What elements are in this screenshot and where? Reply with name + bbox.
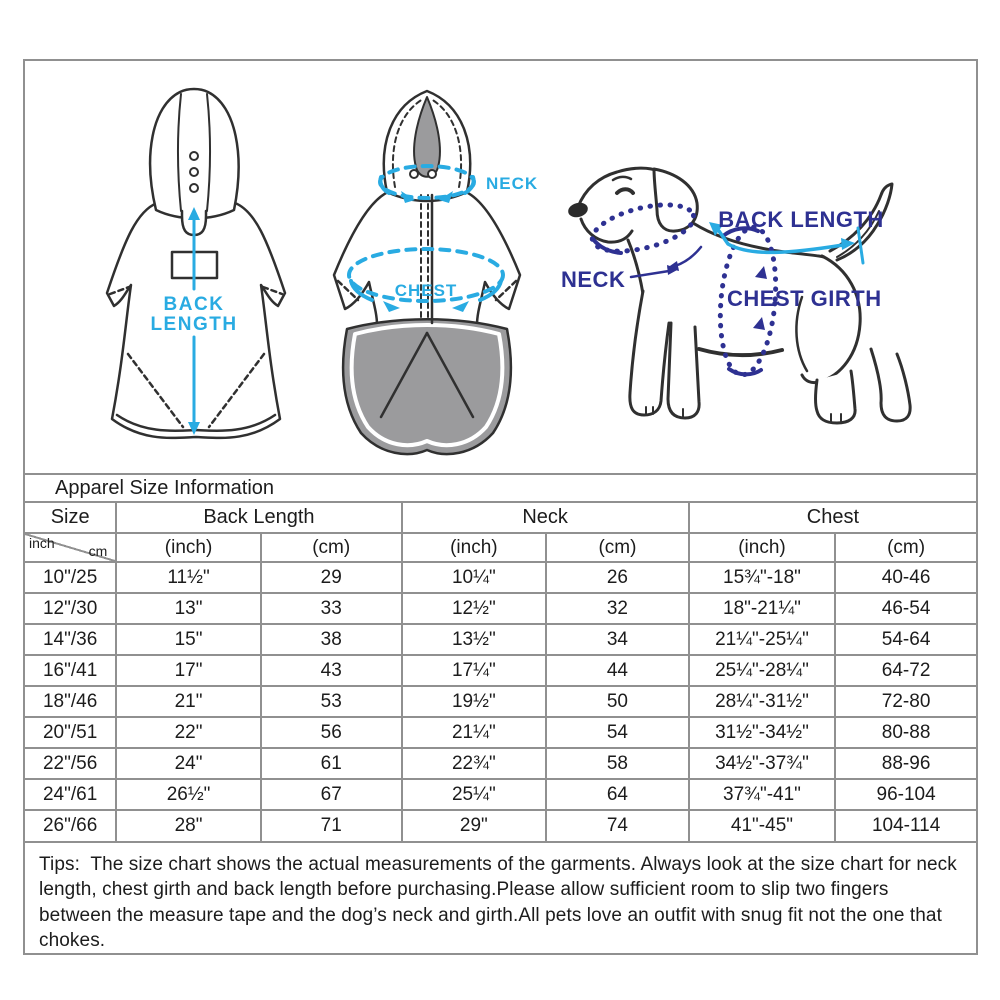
measurement-cell: 54-64	[835, 624, 976, 655]
measurement-cell: 19½"	[402, 686, 547, 717]
size-cell: 18"/46	[25, 686, 116, 717]
dog-eye	[617, 189, 633, 193]
measurement-cell: 26½"	[116, 779, 261, 810]
measurement-cell: 67	[261, 779, 402, 810]
col-group-chest: Chest	[689, 503, 976, 533]
measurement-cell: 10¼"	[402, 562, 547, 593]
dog-nose	[567, 201, 590, 220]
table-title-bar	[25, 473, 976, 503]
measurement-cell: 50	[546, 686, 689, 717]
measurement-cell: 43	[261, 655, 402, 686]
measurement-cell: 64	[546, 779, 689, 810]
table-row	[25, 686, 976, 717]
dog-haunch	[802, 256, 860, 383]
hood-buttonhole	[190, 184, 198, 192]
coat-front-belly-panel	[343, 319, 511, 454]
unit-header: (cm)	[835, 533, 976, 562]
dog-ear	[654, 169, 697, 231]
measurement-cell: 29	[261, 562, 402, 593]
table-unit-header-row	[25, 533, 976, 562]
col-group-size: Size	[25, 503, 116, 533]
size-table-body	[25, 562, 976, 841]
unit-corner-cell	[25, 533, 116, 562]
measurement-cell: 28¼"-31½"	[689, 686, 835, 717]
measurement-cell: 13½"	[402, 624, 547, 655]
dog-front-leg	[630, 291, 669, 415]
content-frame	[23, 59, 978, 955]
measurement-cell: 41"-45"	[689, 810, 835, 841]
measurement-cell: 17"	[116, 655, 261, 686]
measurement-cell: 25¼"-28¼"	[689, 655, 835, 686]
measurement-cell: 24"	[116, 748, 261, 779]
dog-front-leg-far	[668, 323, 699, 418]
dog-rear-leg	[816, 371, 856, 423]
girth-arrowhead-lower	[753, 317, 765, 330]
table-row	[25, 748, 976, 779]
corner-inch-label: inch	[29, 535, 55, 551]
dog-neck-label: NECK	[561, 267, 626, 292]
measurement-cell: 37¾"-41"	[689, 779, 835, 810]
back-length-label-line2: LENGTH	[150, 314, 238, 335]
dog-diagram	[561, 168, 910, 423]
unit-header: (cm)	[546, 533, 689, 562]
measurement-cell: 34	[546, 624, 689, 655]
measurement-cell: 44	[546, 655, 689, 686]
table-row	[25, 717, 976, 748]
raincoat-back-view	[107, 89, 285, 438]
measurement-cell: 15"	[116, 624, 261, 655]
dog-chest-girth-label: CHEST GIRTH	[727, 286, 882, 311]
size-cell: 20"/51	[25, 717, 116, 748]
hood-ring	[428, 170, 436, 178]
tips-text: The size chart shows the actual measurements of the garments. Always look at the size chart for neck length, chest girth and back length before purchasing.Please allow sufficient room to slip two fingers between the measure tape and the dog’s neck and girth.All pets love an outfit with snug fit not the one that chokes.	[39, 854, 957, 951]
measurement-cell: 11½"	[116, 562, 261, 593]
measurement-cell: 56	[261, 717, 402, 748]
measurement-cell: 54	[546, 717, 689, 748]
raincoat-front-view	[334, 91, 538, 454]
measurement-illustrations	[25, 61, 976, 473]
measurement-cell: 31½"-34½"	[689, 717, 835, 748]
table-row	[25, 593, 976, 624]
col-group-back-length: Back Length	[116, 503, 401, 533]
col-group-neck: Neck	[402, 503, 689, 533]
measurement-cell: 29"	[402, 810, 547, 841]
measurement-cell: 21¼"-25¼"	[689, 624, 835, 655]
size-cell: 16"/41	[25, 655, 116, 686]
measurement-diagram-svg	[25, 61, 976, 473]
corner-cm-label: cm	[88, 543, 108, 559]
measurement-cell: 53	[261, 686, 402, 717]
table-row	[25, 779, 976, 810]
measurement-cell: 25¼"	[402, 779, 547, 810]
table-row	[25, 655, 976, 686]
front-neck-label: NECK	[486, 174, 539, 193]
measurement-cell: 80-88	[835, 717, 976, 748]
tips-label: Tips:	[39, 854, 80, 875]
dog-eyebrow	[613, 177, 631, 180]
measurement-cell: 34½"-37¾"	[689, 748, 835, 779]
measurement-cell: 71	[261, 810, 402, 841]
measurement-cell: 40-46	[835, 562, 976, 593]
measurement-cell: 33	[261, 593, 402, 624]
measurement-cell: 58	[546, 748, 689, 779]
measurement-cell: 26	[546, 562, 689, 593]
dog-belly	[699, 349, 782, 355]
measurement-cell: 61	[261, 748, 402, 779]
size-cell: 22"/56	[25, 748, 116, 779]
measurement-cell: 17¼"	[402, 655, 547, 686]
table-title: Apparel Size Information	[55, 476, 275, 499]
measurement-cell: 18"-21¼"	[689, 593, 835, 624]
size-cell: 24"/61	[25, 779, 116, 810]
size-cell: 14"/36	[25, 624, 116, 655]
measurement-cell: 74	[546, 810, 689, 841]
table-row	[25, 562, 976, 593]
girth-arrowhead-upper	[755, 266, 767, 279]
dog-muzzle	[581, 219, 632, 242]
back-length-label-line1: BACK	[163, 294, 225, 315]
unit-header: (inch)	[116, 533, 261, 562]
measurement-cell: 72-80	[835, 686, 976, 717]
front-chest-label: CHEST	[394, 281, 458, 300]
dog-rear-leg-far	[871, 349, 910, 421]
table-group-header-row	[25, 503, 976, 533]
unit-header: (inch)	[402, 533, 547, 562]
measurement-cell: 21¼"	[402, 717, 547, 748]
measurement-cell: 15¾"-18"	[689, 562, 835, 593]
measurement-cell: 32	[546, 593, 689, 624]
unit-header: (inch)	[689, 533, 835, 562]
dog-head	[578, 168, 658, 207]
hood-ring	[410, 170, 418, 178]
measurement-cell: 22¾"	[402, 748, 547, 779]
hood-buttonhole	[190, 152, 198, 160]
measurement-cell: 104-114	[835, 810, 976, 841]
measurement-cell: 96-104	[835, 779, 976, 810]
measurement-cell: 22"	[116, 717, 261, 748]
table-row	[25, 810, 976, 841]
measurement-cell: 64-72	[835, 655, 976, 686]
dog-back-length-label: BACK LENGTH	[718, 207, 884, 232]
tips-section	[25, 841, 976, 953]
size-cell: 12"/30	[25, 593, 116, 624]
measurement-cell: 88-96	[835, 748, 976, 779]
hood-buttonhole	[190, 168, 198, 176]
size-cell: 10"/25	[25, 562, 116, 593]
table-row	[25, 624, 976, 655]
size-table	[25, 503, 976, 841]
measurement-cell: 12½"	[402, 593, 547, 624]
measurement-cell: 28"	[116, 810, 261, 841]
measurement-cell: 21"	[116, 686, 261, 717]
unit-header: (cm)	[261, 533, 402, 562]
measurement-cell: 46-54	[835, 593, 976, 624]
measurement-cell: 38	[261, 624, 402, 655]
size-cell: 26"/66	[25, 810, 116, 841]
measurement-cell: 13"	[116, 593, 261, 624]
